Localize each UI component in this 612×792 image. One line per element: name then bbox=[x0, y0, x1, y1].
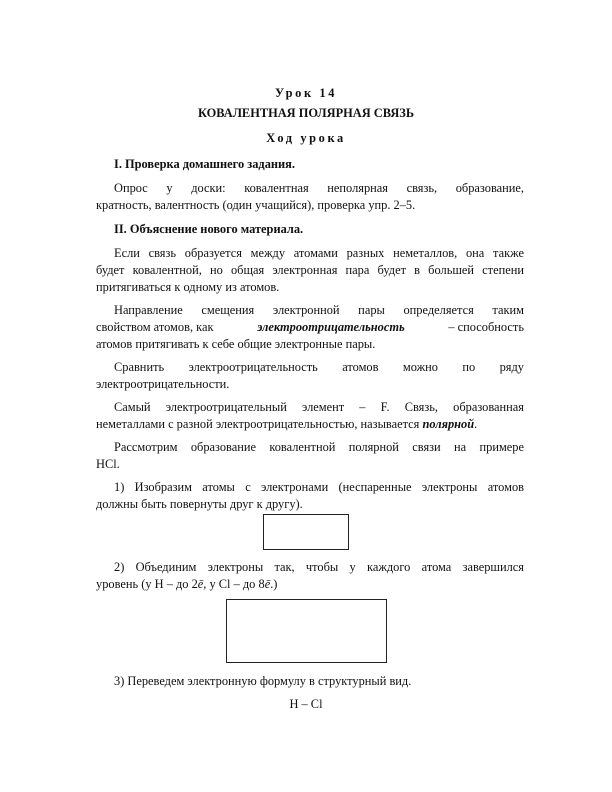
text-span: неметаллами с разной электроотрицательностью, называется bbox=[96, 417, 423, 431]
paragraph-line: Сравнить электроотрицательность атомов можно по ряду bbox=[114, 360, 524, 374]
step-2-line: 2) Объединим электроны так, чтобы у каждого атома завершился bbox=[114, 560, 524, 574]
step-2-line bbox=[96, 577, 277, 592]
text-span: , у Cl – до 8 bbox=[203, 577, 265, 591]
paragraph-line: притягиваться к одному из атомов. bbox=[96, 280, 280, 294]
section-1-heading: I. Проверка домашнего задания. bbox=[114, 157, 295, 171]
electron-formula-box bbox=[226, 599, 387, 663]
step-1-line: 1) Изобразим атомы с электронами (неспаренные электроны атомов bbox=[114, 480, 524, 494]
paragraph-line: будет ковалентной, но общая электронная пара будет в большей степени bbox=[96, 263, 524, 277]
paragraph-line: атомов притягивать к себе общие электронные пары. bbox=[96, 337, 376, 351]
paragraph-line bbox=[96, 417, 477, 432]
text-span: . bbox=[474, 417, 478, 431]
section-2-heading: II. Объяснение нового материала. bbox=[114, 222, 304, 236]
paragraph-line: Если связь образуется между атомами разных неметаллов, она также bbox=[114, 246, 524, 260]
text-span: уровень (у H – до 2 bbox=[96, 577, 198, 591]
text-span: свойством атомов, как bbox=[96, 320, 214, 334]
step-1-line: должны быть повернуты друг к другу). bbox=[96, 497, 303, 511]
paragraph-line: Направление смещения электронной пары определяется таким bbox=[114, 303, 524, 317]
paragraph-line: Самый электроотрицательный элемент – F. Связь, образованная bbox=[114, 400, 524, 414]
step-3-line: 3) Переведем электронную формулу в структурный вид. bbox=[114, 674, 412, 688]
lesson-number: Урок 14 bbox=[275, 86, 337, 100]
structural-formula: H – Cl bbox=[289, 697, 323, 711]
text-span: – способность bbox=[448, 320, 524, 334]
paragraph-line: электроотрицательности. bbox=[96, 377, 230, 391]
paragraph-line: HCl. bbox=[96, 457, 120, 471]
electron-symbol: ē bbox=[197, 577, 204, 591]
text-span: .) bbox=[270, 577, 278, 591]
atoms-diagram-box bbox=[263, 514, 349, 550]
term-polar: полярной bbox=[422, 417, 475, 431]
section-1-text-line: кратность, валентность (один учащийся), проверка упр. 2–5. bbox=[96, 198, 416, 212]
electron-symbol: ē bbox=[264, 577, 271, 591]
paragraph-line: Рассмотрим образование ковалентной полярной связи на примере bbox=[114, 440, 524, 454]
lesson-subtitle: Ход урока bbox=[266, 131, 346, 145]
paragraph-line bbox=[96, 320, 524, 335]
term-electronegativity: электроотрицательность bbox=[257, 320, 405, 334]
section-1-text-line: Опрос у доски: ковалентная неполярная связь, образование, bbox=[114, 181, 524, 195]
lesson-title: КОВАЛЕНТНАЯ ПОЛЯРНАЯ СВЯЗЬ bbox=[197, 106, 415, 120]
